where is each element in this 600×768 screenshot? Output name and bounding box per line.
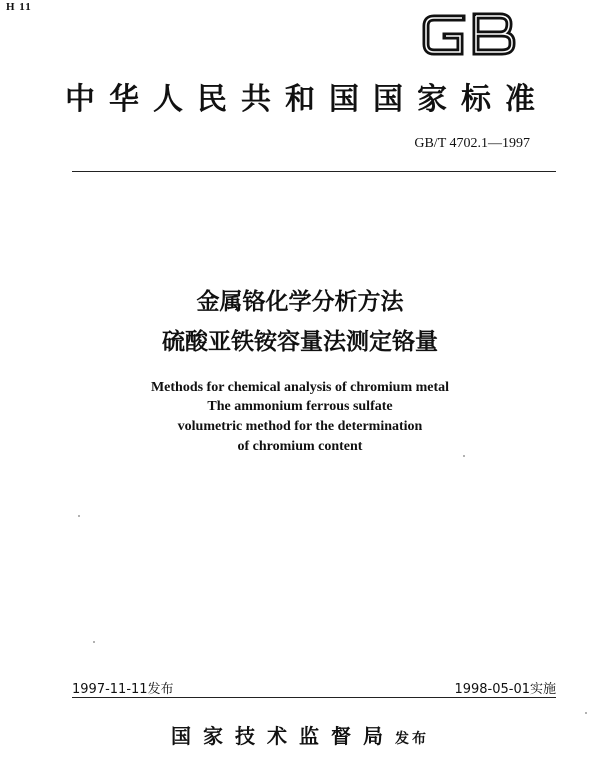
classification-code: H 11 (6, 1, 32, 13)
header-rule (72, 171, 556, 172)
scan-speck (585, 712, 587, 714)
scan-speck (463, 455, 465, 457)
footer-rule (72, 697, 556, 698)
implementation-date: 1998-05-01实施 (454, 682, 556, 697)
english-title-line-1: Methods for chemical analysis of chromium metal (150, 380, 450, 395)
standard-organization: 中华人民共和国国家标准 (65, 82, 549, 117)
scan-speck (93, 641, 95, 643)
issuer-name: 国家技术监督局 (171, 724, 395, 748)
standard-number: GB/T 4702.1—1997 (414, 136, 530, 151)
english-title-line-4: of chromium content (237, 439, 363, 454)
issue-date: 1997-11-11发布 (72, 682, 174, 697)
english-title-line-3: volumetric method for the determination (177, 419, 423, 434)
issuer (0, 720, 600, 749)
issuer-suffix: 发布 (395, 731, 429, 747)
english-title-line-2: The ammonium ferrous sulfate (207, 399, 393, 414)
scan-speck (78, 515, 80, 517)
chinese-title-line-2: 硫酸亚铁铵容量法测定铬量 (162, 329, 438, 355)
chinese-title-line-1: 金属铬化学分析方法 (196, 289, 404, 315)
gb-logo (418, 6, 520, 62)
